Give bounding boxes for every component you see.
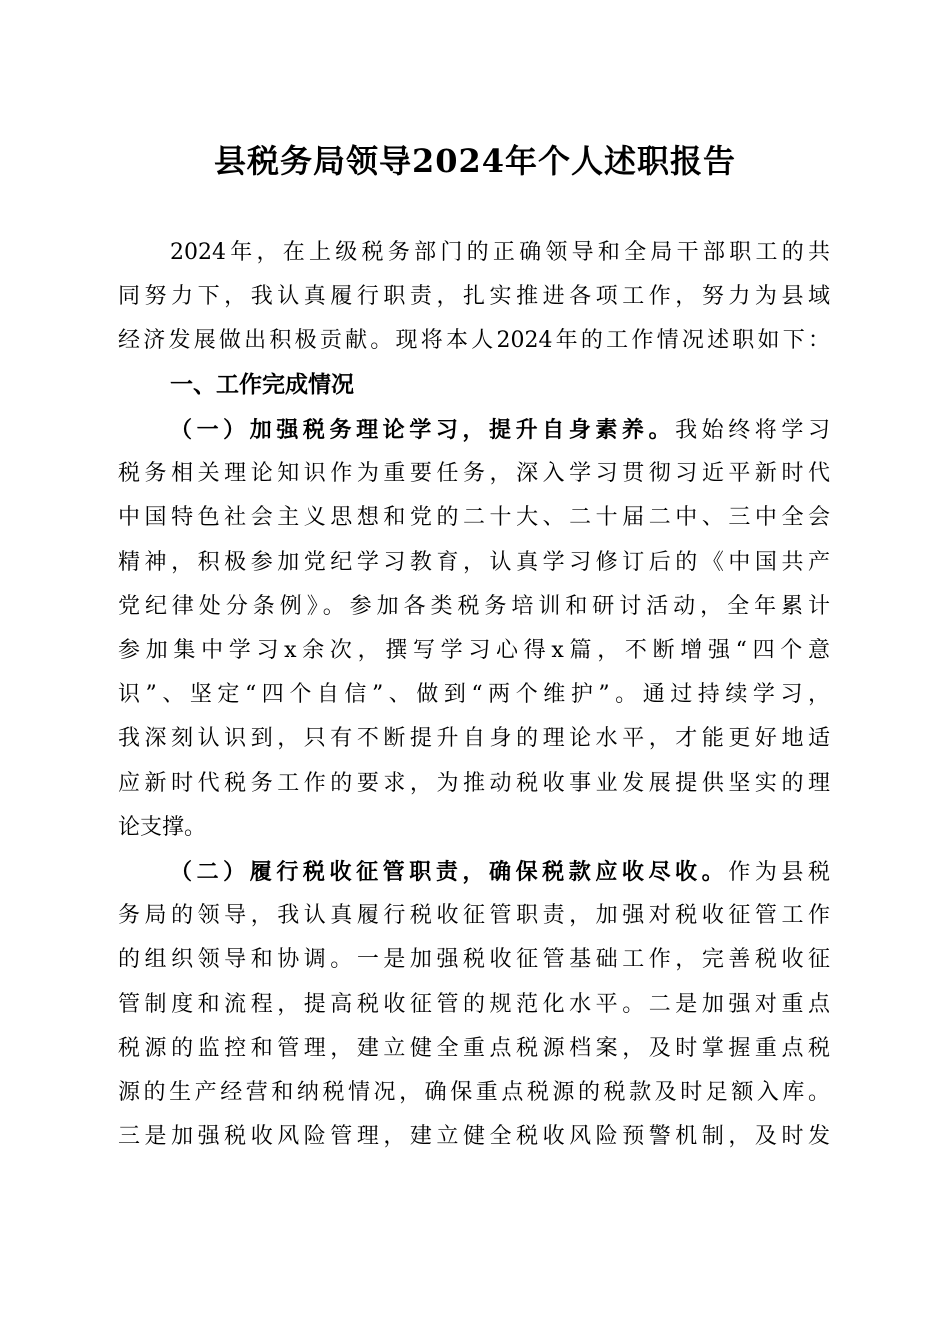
paragraph-line bbox=[118, 592, 830, 622]
line-text: 税源的监控和管理，建立健全重点税源档案，及时掌握重点税 bbox=[118, 1035, 830, 1061]
line-text: 党纪律处分条例》。参加各类税务培训和研讨活动，全年累计 bbox=[118, 593, 830, 619]
line-text: 的组织领导和协调。一是加强税收征管基础工作，完善税收征 bbox=[118, 947, 830, 973]
line-text: 中国特色社会主义思想和党的二十大、二十届二中、三中全会 bbox=[118, 505, 830, 531]
paragraph-line bbox=[118, 1034, 830, 1064]
paragraph-line bbox=[118, 326, 830, 356]
line-text: 识”、坚定“四个自信”、做到“两个维护”。通过持续学习， bbox=[118, 682, 830, 708]
paragraph-line bbox=[118, 680, 830, 710]
paragraph-line bbox=[118, 901, 830, 931]
document-title: 县税务局领导2024年个人述职报告 bbox=[213, 142, 737, 180]
line-text: 管制度和流程，提高税收征管的规范化水平。二是加强对重点 bbox=[118, 991, 830, 1017]
paragraph-line bbox=[118, 459, 830, 489]
line-text: 作为县税 bbox=[728, 860, 830, 885]
paragraph-line bbox=[118, 503, 830, 533]
paragraph-line bbox=[118, 1122, 830, 1152]
line-text: 我深刻认识到，只有不断提升自身的理论水平，才能更好地适 bbox=[118, 726, 830, 752]
line-text: 源的生产经营和纳税情况，确保重点税源的税款及时足额入库。 bbox=[118, 1080, 830, 1105]
line-text: 应新时代税务工作的要求，为推动税收事业发展提供坚实的理 bbox=[118, 770, 830, 796]
line-text: 论支撑。 bbox=[118, 814, 207, 840]
line-text: 参加集中学习x余次，撰写学习心得x篇，不断增强“四个意 bbox=[118, 638, 830, 663]
line-text: 精神，积极参加党纪学习教育，认真学习修订后的《中国共产 bbox=[118, 549, 830, 575]
section-heading: 一、工作完成情况 bbox=[170, 372, 354, 398]
paragraph-line bbox=[118, 813, 830, 843]
line-text: 同努力下，我认真履行职责，扎实推进各项工作，努力为县域 bbox=[118, 284, 830, 310]
paragraph-line bbox=[118, 990, 830, 1020]
paragraph-line bbox=[118, 724, 830, 754]
paragraph-line bbox=[170, 857, 830, 888]
paragraph-line bbox=[118, 548, 830, 578]
paragraph-line bbox=[118, 282, 830, 312]
line-text: 2024年，在上级税务部门的正确领导和全局干部职工的共 bbox=[170, 240, 830, 265]
paragraph-line bbox=[170, 415, 830, 446]
paragraph-line bbox=[118, 1078, 830, 1108]
paragraph-line bbox=[118, 945, 830, 975]
line-text: 务局的领导，我认真履行税收征管职责，加强对税收征管工作 bbox=[118, 903, 830, 929]
paragraph-line bbox=[118, 769, 830, 799]
paragraph-lead: （二）履行税收征管职责，确保税款应收尽收。 bbox=[170, 859, 729, 885]
paragraph-lead: （一）加强税务理论学习，提升自身素养。 bbox=[170, 417, 676, 443]
line-text: 我始终将学习 bbox=[675, 418, 830, 443]
line-text: 经济发展做出积极贡献。现将本人2024年的工作情况述职如下： bbox=[118, 328, 830, 354]
paragraph-line bbox=[170, 238, 830, 268]
line-text: 三是加强税收风险管理，建立健全税收风险预警机制，及时发 bbox=[118, 1124, 830, 1150]
line-text: 税务相关理论知识作为重要任务，深入学习贯彻习近平新时代 bbox=[118, 461, 830, 487]
paragraph-line bbox=[118, 636, 830, 666]
